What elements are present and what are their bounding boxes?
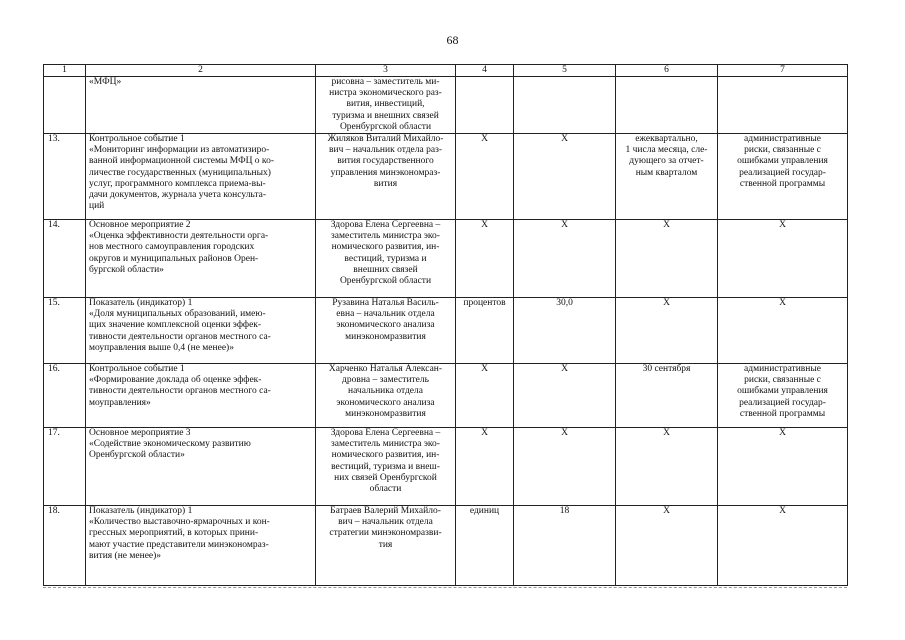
- cell-col2: [86, 220, 316, 298]
- row-number-cell: 17.: [44, 428, 86, 506]
- cell-text-line: X: [779, 298, 786, 309]
- header-cell: 6: [616, 65, 718, 77]
- cell-text-line: тивности деятельности органов местного са-: [89, 331, 271, 342]
- header-cell: 3: [316, 65, 456, 77]
- cell-col3: [316, 506, 456, 586]
- cell-col6: [616, 220, 718, 298]
- cell-text-line: 30,0: [556, 298, 573, 309]
- cell-text-line: заместитель министра эко-: [331, 439, 440, 450]
- cell-text-line: Рузавина Наталья Василь-: [332, 298, 439, 309]
- table-row: [44, 220, 848, 298]
- cell-text-line: ванной информационной системы МФЦ о ко-: [89, 156, 274, 167]
- cell-col5: [514, 298, 616, 364]
- cell-text-line: тия: [378, 539, 393, 550]
- header-cell: 2: [86, 65, 316, 77]
- cell-text-line: вич – начальник отдела: [338, 517, 433, 528]
- cell-text-line: X: [481, 134, 488, 145]
- cell-text-line: риски, связанные с: [744, 375, 821, 386]
- cell-text-line: X: [481, 220, 488, 231]
- row-number-cell: 16.: [44, 364, 86, 428]
- cell-col4: [456, 428, 514, 506]
- cell-col4: [456, 220, 514, 298]
- cell-text-line: вития: [373, 178, 398, 189]
- cell-col7: [718, 364, 848, 428]
- cell-col4: [456, 506, 514, 586]
- cell-text-line: внешних связей: [353, 264, 418, 275]
- cell-text-line: X: [561, 364, 568, 375]
- cell-text-line: реализацией государ-: [739, 397, 826, 408]
- cell-col2: [86, 298, 316, 364]
- cell-text-line: минэкономразвития: [345, 408, 426, 419]
- cell-text-line: дровна – заместитель: [342, 375, 429, 386]
- header-cell: 7: [718, 65, 848, 77]
- cell-col7: [718, 134, 848, 220]
- cell-col2: [86, 364, 316, 428]
- cell-text-line: процентов: [463, 298, 506, 309]
- cell-text-line: X: [779, 428, 786, 439]
- cell-col7: [718, 428, 848, 506]
- cell-text-line: «Количество выставочно-ярмарочных и кон-: [89, 517, 270, 528]
- cell-text-line: X: [481, 428, 488, 439]
- cell-text-line: Харченко Наталья Алексан-: [328, 364, 443, 375]
- cell-text-line: минэкономразвития: [345, 331, 426, 342]
- cell-text-line: вития, инвестиций,: [346, 99, 425, 110]
- cell-text-line: Здорова Елена Сергеевна –: [330, 428, 441, 439]
- cell-col2: [86, 134, 316, 220]
- cell-text-line: мают участие представители минэкономраз-: [89, 539, 269, 550]
- cell-text-line: моуправления выше 0,4 (не менее)»: [89, 342, 234, 353]
- cell-text-line: реализацией государ-: [739, 167, 826, 178]
- cell-col3: [316, 298, 456, 364]
- cell-text-line: вития государственного: [337, 156, 434, 167]
- cell-text-line: округов и муниципальных районов Орен-: [89, 253, 259, 264]
- cell-text-line: X: [481, 364, 488, 375]
- cell-text-line: X: [663, 298, 670, 309]
- cell-text-line: моуправления»: [89, 397, 151, 408]
- cell-text-line: номического развития, ин-: [331, 242, 440, 253]
- page-number: 68: [446, 33, 459, 47]
- cell-text-line: ций: [89, 201, 105, 212]
- cell-text-line: «Оценка эффективности деятельности орга-: [89, 231, 269, 242]
- table-row: [44, 364, 848, 428]
- cell-text-line: начальника отдела: [348, 386, 423, 397]
- cell-text-line: нов местного самоуправления городских: [89, 242, 255, 253]
- cell-col5: [514, 364, 616, 428]
- cell-text-line: единиц: [469, 506, 500, 517]
- cell-col2: [86, 77, 316, 134]
- cell-col3: [316, 77, 456, 134]
- cell-text-line: вестиций, туризма и: [344, 253, 427, 264]
- cell-text-line: области: [369, 484, 402, 495]
- cell-text-line: X: [561, 220, 568, 231]
- cell-text-line: Основное мероприятие 2: [89, 220, 191, 231]
- cell-text-line: X: [561, 134, 568, 145]
- cell-text-line: «Доля муниципальных образований, имею-: [89, 309, 266, 320]
- row-number-cell: 13.: [44, 134, 86, 220]
- cell-col7: [718, 506, 848, 586]
- header-row: [44, 65, 848, 77]
- bottom-dashed-line: [43, 587, 847, 588]
- cell-text-line: ственной программы: [739, 178, 826, 189]
- cell-col6: [616, 77, 718, 134]
- cell-text-line: услуг, программного комплекса приема-вы-: [89, 178, 266, 189]
- cell-text-line: грессных мероприятий, в которых прини-: [89, 528, 259, 539]
- cell-col3: [316, 134, 456, 220]
- cell-text-line: Показатель (индикатор) 1: [89, 298, 193, 309]
- cell-text-line: Контрольное событие 1: [89, 364, 185, 375]
- cell-text-line: щих значение комплексной оценки эффек-: [89, 320, 262, 331]
- cell-col2: [86, 506, 316, 586]
- cell-text-line: X: [663, 220, 670, 231]
- row-number-cell: [44, 77, 86, 134]
- cell-text-line: них связей Оренбургской: [334, 472, 437, 483]
- cell-text-line: X: [779, 506, 786, 517]
- cell-text-line: X: [561, 428, 568, 439]
- cell-text-line: личестве государственных (муниципальных): [89, 167, 271, 178]
- cell-col7: [718, 77, 848, 134]
- table-row: [44, 298, 848, 364]
- table-row: [44, 77, 848, 134]
- cell-col3: [316, 428, 456, 506]
- cell-text-line: экономического анализа: [336, 397, 435, 408]
- cell-text-line: Батраев Валерий Михайло-: [330, 506, 441, 517]
- cell-col4: [456, 364, 514, 428]
- row-number-cell: 18.: [44, 506, 86, 586]
- cell-text-line: «Содействие экономическому развитию: [89, 439, 251, 450]
- cell-text-line: Основное мероприятие 3: [89, 428, 191, 439]
- cell-text-line: дующего за отчет-: [629, 156, 704, 167]
- cell-text-line: Оренбургской области: [339, 121, 432, 132]
- header-cell: 4: [456, 65, 514, 77]
- cell-text-line: стратегии минэкономразви-: [329, 528, 442, 539]
- cell-text-line: ошибками управления: [737, 156, 828, 167]
- cell-text-line: Жиляков Виталий Михайло-: [327, 134, 444, 145]
- cell-col3: [316, 364, 456, 428]
- table-row: [44, 428, 848, 506]
- cell-text-line: Оренбургской области»: [89, 450, 185, 461]
- cell-text-line: рисовна – заместитель ми-: [331, 77, 440, 87]
- cell-text-line: бургской области»: [89, 264, 164, 275]
- cell-text-line: «МФЦ»: [89, 77, 122, 87]
- cell-text-line: 30 сентября: [642, 364, 691, 375]
- header-cell: 1: [44, 65, 86, 77]
- cell-text-line: управления минэкономраз-: [330, 167, 441, 178]
- cell-text-line: ным кварталом: [635, 167, 698, 178]
- cell-text-line: тивности деятельности органов местного са-: [89, 386, 271, 397]
- cell-col6: [616, 134, 718, 220]
- cell-col2: [86, 428, 316, 506]
- cell-text-line: ежеквартально,: [635, 134, 698, 145]
- cell-text-line: вития (не менее)»: [89, 550, 162, 561]
- cell-text-line: евна – начальник отдела: [336, 309, 435, 320]
- cell-text-line: вестиций, туризма и внеш-: [331, 461, 440, 472]
- cell-col6: [616, 428, 718, 506]
- cell-col7: [718, 298, 848, 364]
- cell-text-line: Оренбургской области: [339, 276, 432, 287]
- cell-text-line: X: [663, 428, 670, 439]
- cell-text-line: административные: [744, 364, 821, 375]
- cell-text-line: ственной программы: [739, 408, 826, 419]
- cell-col5: [514, 428, 616, 506]
- header-cell: 5: [514, 65, 616, 77]
- row-number-cell: 15.: [44, 298, 86, 364]
- cell-col4: [456, 134, 514, 220]
- program-table: [43, 64, 848, 586]
- table-row: [44, 506, 848, 586]
- cell-text-line: заместитель министра эко-: [331, 231, 440, 242]
- cell-text-line: X: [779, 220, 786, 231]
- cell-col6: [616, 506, 718, 586]
- cell-text-line: туризма и внешних связей: [332, 110, 439, 121]
- cell-text-line: номического развития, ин-: [331, 450, 440, 461]
- cell-col3: [316, 220, 456, 298]
- cell-text-line: X: [663, 506, 670, 517]
- cell-text-line: административные: [744, 134, 821, 145]
- cell-text-line: Показатель (индикатор) 1: [89, 506, 193, 517]
- cell-text-line: Здорова Елена Сергеевна –: [330, 220, 441, 231]
- cell-col7: [718, 220, 848, 298]
- cell-col5: [514, 506, 616, 586]
- cell-text-line: риски, связанные с: [744, 145, 821, 156]
- cell-text-line: «Формирование доклада об оценке эффек-: [89, 375, 262, 386]
- cell-col5: [514, 134, 616, 220]
- cell-text-line: Контрольное событие 1: [89, 134, 185, 145]
- cell-text-line: дачи документов, журнала учета консульта-: [89, 190, 267, 201]
- cell-text-line: 18: [559, 506, 570, 517]
- cell-text-line: 1 числа месяца, сле-: [625, 145, 708, 156]
- table-row: [44, 134, 848, 220]
- cell-col5: [514, 77, 616, 134]
- cell-col6: [616, 364, 718, 428]
- cell-col5: [514, 220, 616, 298]
- cell-text-line: нистра экономического раз-: [329, 88, 442, 99]
- cell-col6: [616, 298, 718, 364]
- cell-text-line: экономического анализа: [336, 320, 435, 331]
- cell-text-line: «Мониторинг информации из автоматизиро-: [89, 145, 270, 156]
- cell-col4: [456, 298, 514, 364]
- cell-text-line: вич – начальник отдела раз-: [329, 145, 442, 156]
- cell-text-line: ошибками управления: [737, 386, 828, 397]
- cell-col4: [456, 77, 514, 134]
- row-number-cell: 14.: [44, 220, 86, 298]
